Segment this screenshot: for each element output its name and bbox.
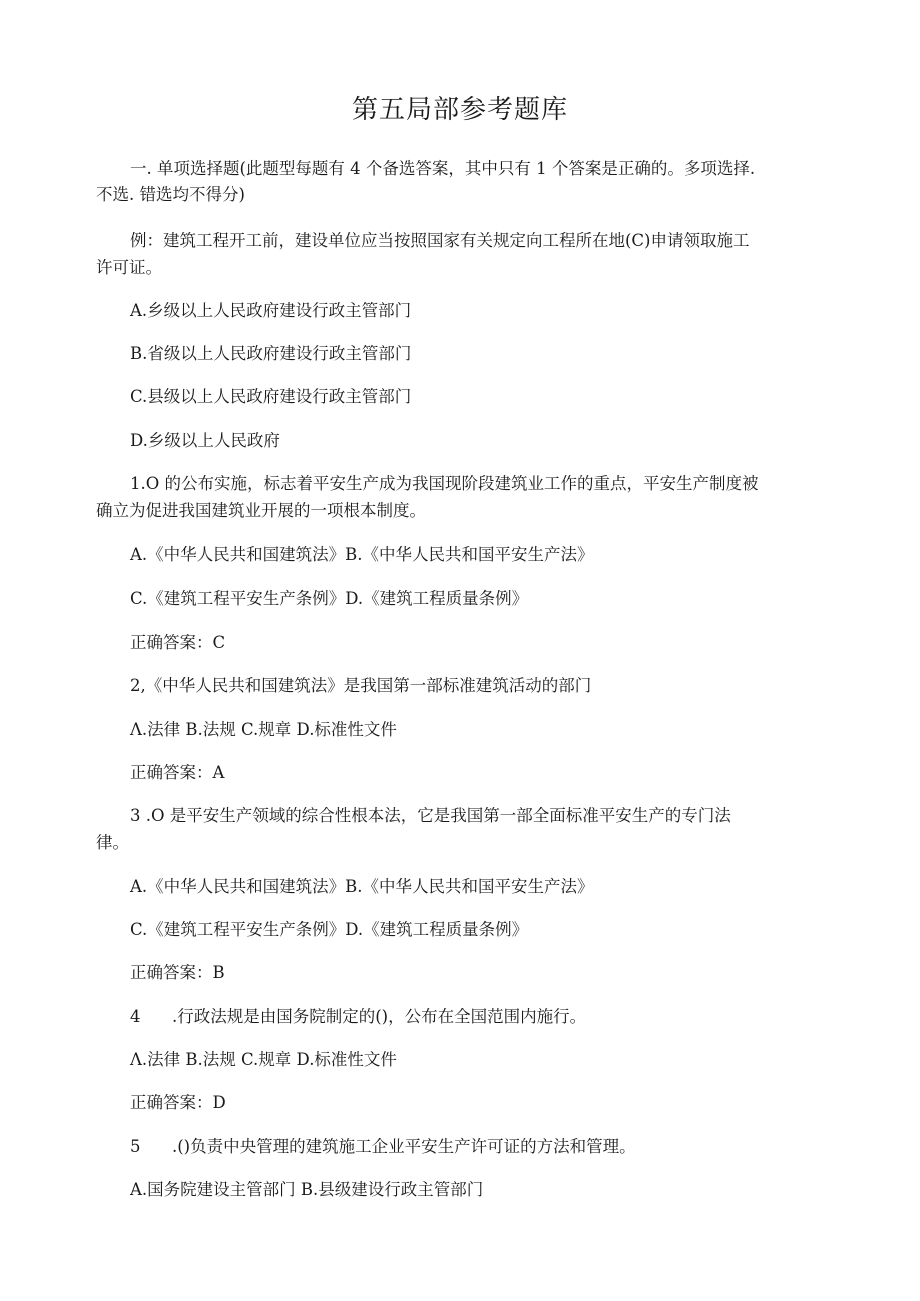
question-2-answer: 正确答案：A	[130, 763, 225, 782]
example-option-b: B.省级以上人民政府建设行政主管部门	[130, 344, 412, 363]
question-2-options: Λ.法律 B.法规 C.规章 D.标准性文件	[130, 720, 397, 739]
example-option-a: A.乡级以上人民政府建设行政主管部门	[130, 301, 412, 320]
question-4-answer: 正确答案：D	[130, 1093, 226, 1112]
example-question-line-1: 例：建筑工程开工前，建设单位应当按照国家有关规定向工程所在地(C)申请领取施工	[130, 231, 750, 250]
section-heading-line-2: 不选. 错选均不得分)	[96, 185, 245, 204]
question-1-options-cd: C.《建筑工程平安生产条例》D.《建筑工程质量条例》	[130, 589, 529, 608]
question-3-answer: 正确答案：B	[130, 963, 225, 982]
question-3-line-1: 3 .O 是平安生产领域的综合性根本法，它是我国第一部全面标准平安生产的专门法	[130, 806, 731, 825]
question-5-text: .()负责中央管理的建筑施工企业平安生产许可证的方法和管理。	[172, 1137, 636, 1156]
question-1-line-2: 确立为促进我国建筑业开展的一项根本制度。	[96, 501, 426, 520]
question-2-line-1: 2,《中华人民共和国建筑法》是我国第一部标准建筑活动的部门	[130, 676, 592, 695]
question-4-text: .行政法规是由国务院制定的()，公布在全国范围内施行。	[172, 1007, 587, 1026]
example-option-c: C.县级以上人民政府建设行政主管部门	[130, 387, 412, 406]
question-4-options: Λ.法律 B.法规 C.规章 D.标准性文件	[130, 1050, 397, 1069]
example-option-d: D.乡级以上人民政府	[130, 431, 280, 450]
section-heading-line-1: 一. 单项选择题(此题型每题有 4 个备选答案，其中只有 1 个答案是正确的。多项选择.	[130, 159, 756, 178]
question-1-line-1: 1.O 的公布实施，标志着平安生产成为我国现阶段建筑业工作的重点，平安生产制度被	[130, 474, 759, 493]
question-3-options-cd: C.《建筑工程平安生产条例》D.《建筑工程质量条例》	[130, 920, 529, 939]
question-5-number: 5	[130, 1137, 141, 1156]
question-3-options-ab: A.《中华人民共和国建筑法》B.《中华人民共和国平安生产法》	[130, 877, 594, 896]
example-question-line-2: 许可证。	[96, 258, 162, 277]
document-title: 第五局部参考题库	[351, 95, 568, 125]
question-1-options-ab: A.《中华人民共和国建筑法》B.《中华人民共和国平安生产法》	[130, 545, 594, 564]
question-1-answer: 正确答案：C	[130, 633, 226, 652]
question-4-number: 4	[130, 1007, 141, 1026]
question-5-options-ab: A.国务院建设主管部门 B.县级建设行政主管部门	[130, 1180, 484, 1199]
question-3-line-2: 律。	[96, 833, 129, 852]
